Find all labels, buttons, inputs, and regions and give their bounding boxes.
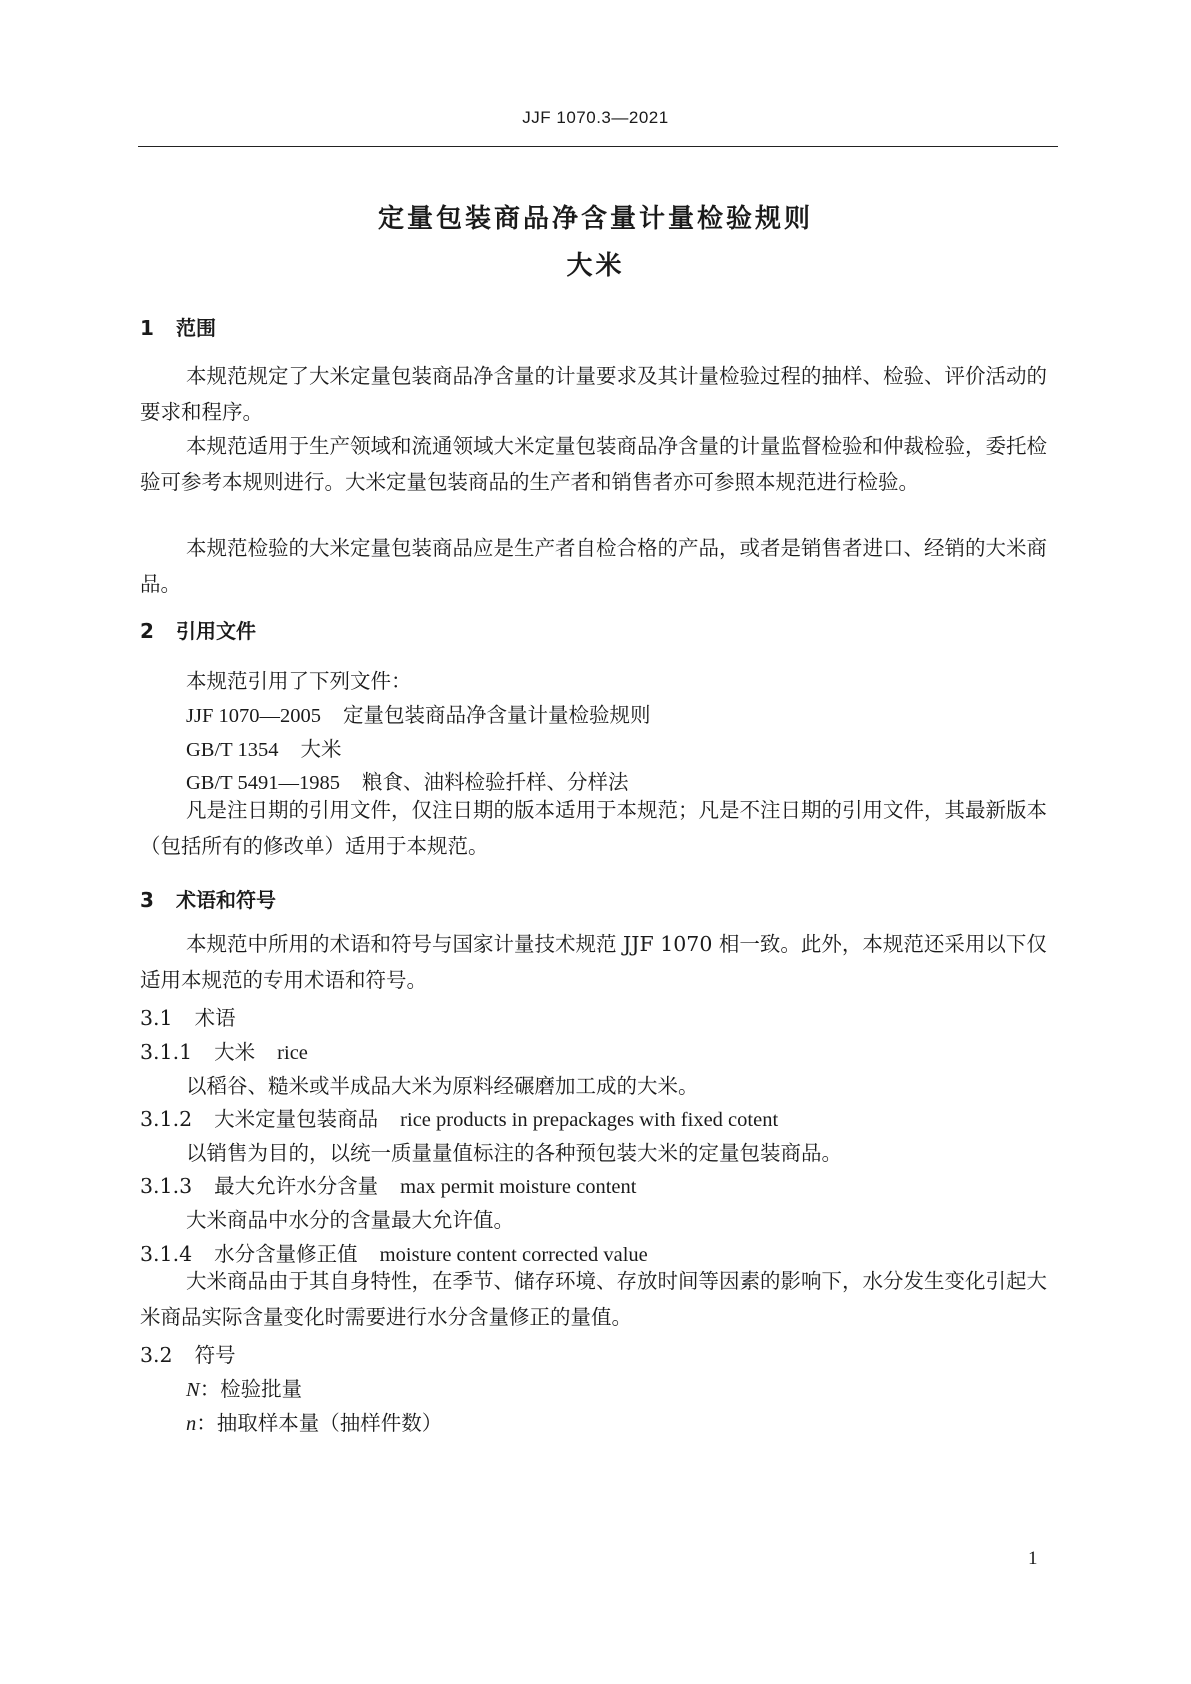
term-chinese: 最大允许水分含量	[214, 1174, 379, 1198]
reference-item	[186, 732, 341, 762]
term-heading	[140, 1102, 778, 1132]
scope-paragraph-3: 本规范检验的大米定量包装商品应是生产者自检合格的产品，或者是销售者进口、经销的大米商品。	[140, 536, 1047, 596]
reference-code: JJF 1070—2005	[186, 705, 321, 727]
page-number: 1	[1028, 1548, 1038, 1569]
term-heading	[140, 1035, 308, 1065]
reference-item	[186, 698, 650, 728]
subsection-title: 术语	[194, 1006, 236, 1030]
term-chinese: 水分含量修正值	[214, 1242, 358, 1266]
document-title: 定量包装商品净含量计量检验规则	[377, 204, 813, 234]
term-definition: 大米商品中水分的含量最大允许值。	[186, 1208, 514, 1232]
symbol-item	[186, 1406, 442, 1436]
reference-code: GB/T 5491—1985	[186, 772, 340, 794]
reference-title: 定量包装商品净含量计量检验规则	[342, 703, 651, 727]
symbol-description: ：抽取样本量（抽样件数）	[196, 1411, 443, 1435]
term-definition: 以稻谷、糙米或半成品大米为原料经碾磨加工成的大米。	[186, 1074, 699, 1098]
subsection-number: 3.1	[140, 1006, 173, 1030]
term-english: max permit moisture content	[400, 1176, 637, 1198]
terms-intro: 本规范中所用的术语和符号与国家计量技术规范 JJF 1070 相一致。此外，本规范还采用以下仅适用本规范的专用术语和符号。	[140, 932, 1047, 992]
term-heading	[140, 1169, 636, 1199]
subsection-number: 3.2	[140, 1343, 173, 1367]
section-heading-references	[140, 615, 256, 644]
term-number: 3.1.2	[140, 1107, 193, 1131]
term-chinese: 大米定量包装商品	[214, 1107, 379, 1131]
term-number: 3.1.3	[140, 1174, 193, 1198]
section-title: 术语和符号	[176, 888, 276, 912]
section-number: 1	[140, 316, 154, 340]
reference-title: 大米	[300, 737, 342, 761]
term-english: moisture content corrected value	[379, 1244, 648, 1266]
term-definition: 以销售为目的，以统一质量量值标注的各种预包装大米的定量包装商品。	[186, 1141, 842, 1165]
term-english: rice products in prepackages with fixed cotent	[400, 1109, 779, 1131]
section-title: 范围	[176, 316, 216, 340]
term-english: rice	[277, 1042, 308, 1064]
term-number: 3.1.1	[140, 1040, 193, 1064]
reference-item	[186, 765, 628, 795]
document-subtitle: 大米	[566, 251, 625, 281]
scope-paragraph-1: 本规范规定了大米定量包装商品净含量的计量要求及其计量检验过程的抽样、检验、评价活动的要求和程序。	[140, 364, 1047, 424]
subsection-title: 符号	[194, 1343, 236, 1367]
term-chinese: 大米	[214, 1040, 256, 1064]
reference-code: GB/T 1354	[186, 739, 279, 761]
term-number: 3.1.4	[140, 1242, 193, 1266]
subsection-symbols	[140, 1338, 236, 1368]
symbol-description: ：检验批量	[199, 1377, 303, 1401]
section-heading-terms	[140, 884, 276, 913]
section-heading-scope	[140, 312, 216, 341]
symbol-item	[186, 1372, 302, 1402]
document-code-header: JJF 1070.3—2021	[522, 108, 669, 127]
section-title: 引用文件	[176, 619, 256, 643]
symbol: N	[186, 1379, 200, 1401]
symbol: n	[186, 1413, 197, 1435]
references-note: 凡是注日期的引用文件，仅注日期的版本适用于本规范；凡是不注日期的引用文件，其最新版本（包括所有的修改单）适用于本规范。	[140, 798, 1047, 858]
scope-paragraph-2: 本规范适用于生产领域和流通领域大米定量包装商品净含量的计量监督检验和仲裁检验，委托检验可参考本规则进行。大米定量包装商品的生产者和销售者亦可参照本规范进行检验。	[140, 434, 1047, 494]
subsection-terms	[140, 1001, 236, 1031]
references-intro: 本规范引用了下列文件：	[186, 669, 412, 693]
header-rule	[138, 146, 1058, 147]
reference-title: 粮食、油料检验扦样、分样法	[361, 770, 629, 794]
term-definition: 大米商品由于其自身特性，在季节、储存环境、存放时间等因素的影响下，水分发生变化引起大米商品实际含量变化时需要进行水分含量修正的量值。	[140, 1269, 1047, 1329]
section-number: 3	[140, 888, 154, 912]
section-number: 2	[140, 619, 154, 643]
